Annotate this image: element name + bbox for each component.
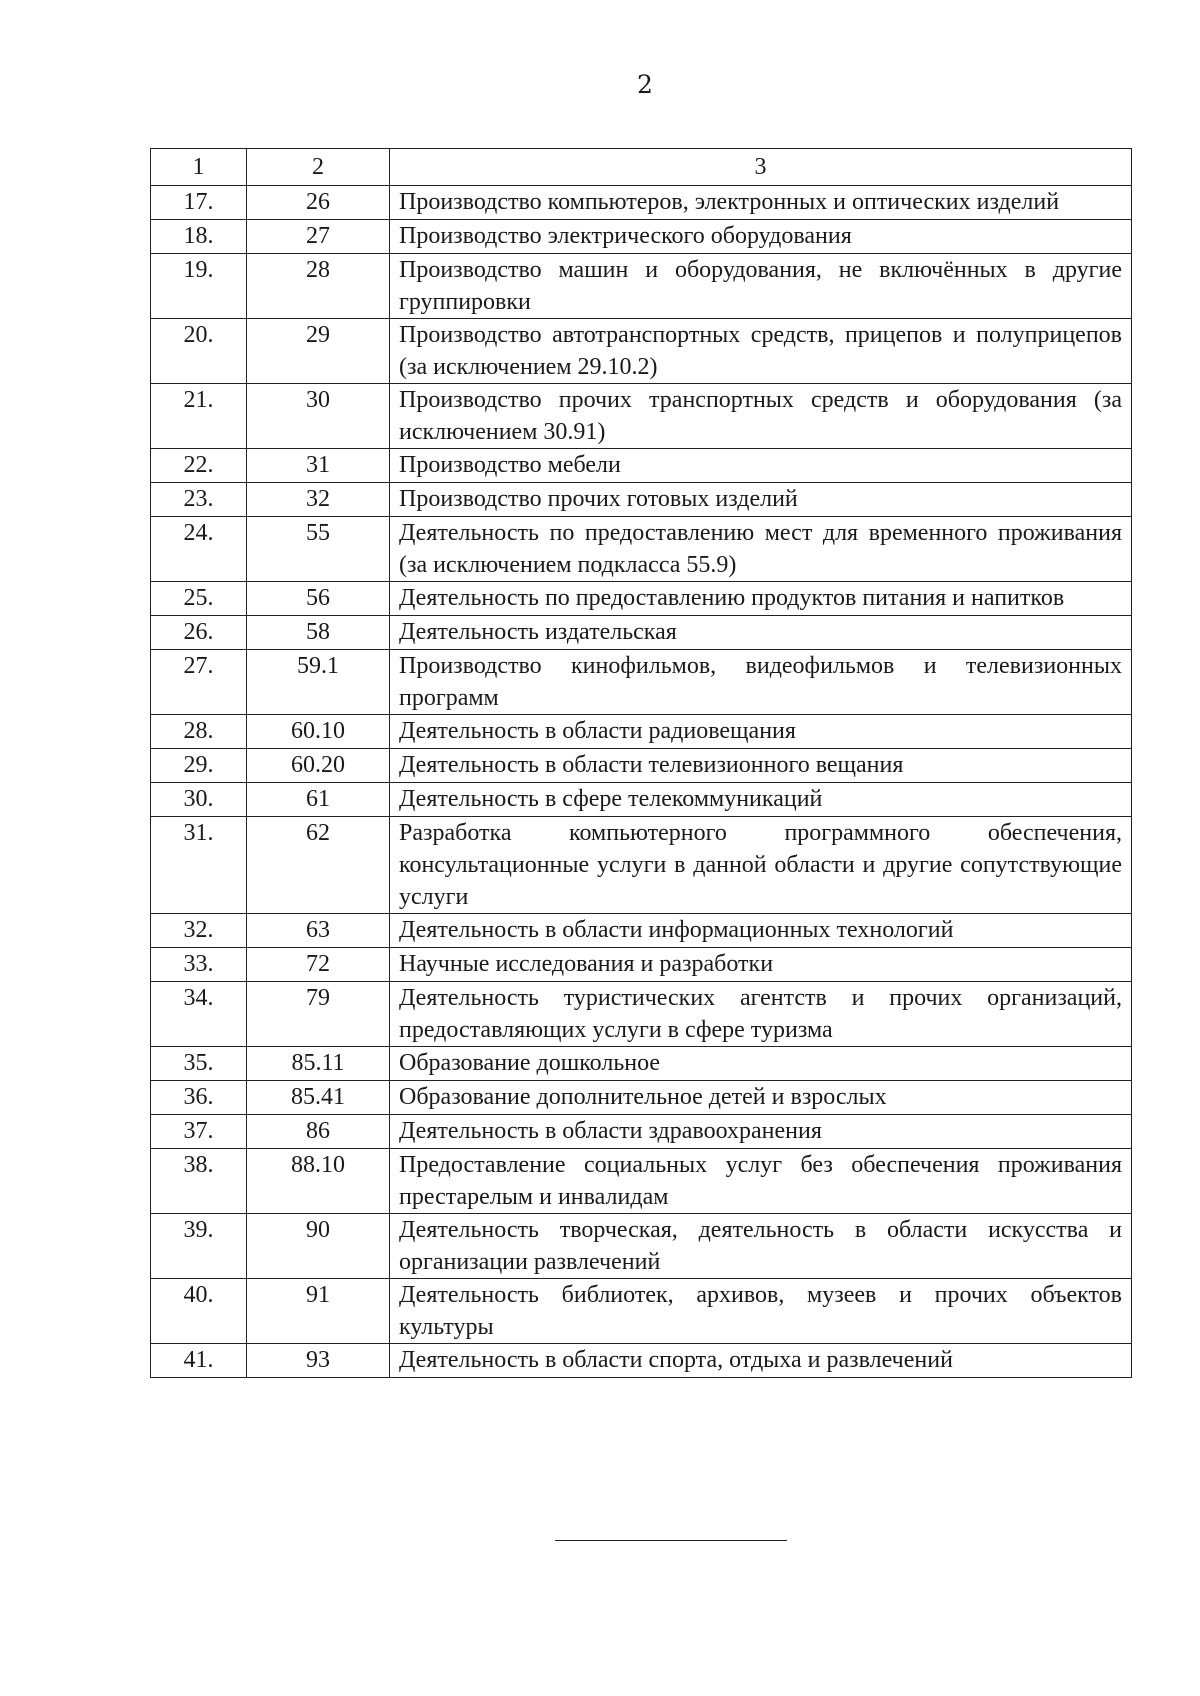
table-row	[151, 1279, 1132, 1344]
header-col-3: 3	[390, 149, 1132, 186]
row-name: Деятельность в области здравоохранения	[390, 1115, 1132, 1149]
table-row	[151, 817, 1132, 914]
row-code: 63	[247, 914, 390, 948]
row-code: 28	[247, 254, 390, 319]
page-number: 2	[637, 70, 653, 99]
row-number: 31.	[151, 817, 247, 914]
row-number: 21.	[151, 384, 247, 449]
row-code: 27	[247, 220, 390, 254]
table-header-row	[151, 149, 1132, 186]
row-code: 59.1	[247, 650, 390, 715]
table-row	[151, 1115, 1132, 1149]
row-number: 36.	[151, 1081, 247, 1115]
row-code: 29	[247, 319, 390, 384]
row-name: Образование дополнительное детей и взрослых	[390, 1081, 1132, 1115]
row-name: Деятельность творческая, деятельность в области искусства и организации развлечений	[390, 1214, 1132, 1279]
row-code: 31	[247, 449, 390, 483]
row-code: 56	[247, 582, 390, 616]
row-name: Производство компьютеров, электронных и оптических изделий	[390, 186, 1132, 220]
table-row	[151, 948, 1132, 982]
row-code: 85.41	[247, 1081, 390, 1115]
table-row	[151, 384, 1132, 449]
row-number: 39.	[151, 1214, 247, 1279]
row-number: 24.	[151, 517, 247, 582]
row-name: Деятельность туристических агентств и прочих организаций, предоставляющих услуги в сфере туризма	[390, 982, 1132, 1047]
table-row	[151, 982, 1132, 1047]
row-number: 38.	[151, 1149, 247, 1214]
table-row	[151, 1081, 1132, 1115]
row-code: 91	[247, 1279, 390, 1344]
row-name: Производство прочих транспортных средств и оборудования (за исключением 30.91)	[390, 384, 1132, 449]
row-name: Образование дошкольное	[390, 1047, 1132, 1081]
row-number: 22.	[151, 449, 247, 483]
table-row	[151, 517, 1132, 582]
row-code: 72	[247, 948, 390, 982]
row-name: Разработка компьютерного программного обеспечения, консультационные услуги в данной области и другие сопутствующие услуги	[390, 817, 1132, 914]
row-code: 58	[247, 616, 390, 650]
row-name: Производство мебели	[390, 449, 1132, 483]
row-code: 85.11	[247, 1047, 390, 1081]
row-number: 23.	[151, 483, 247, 517]
row-code: 93	[247, 1344, 390, 1378]
table-row	[151, 616, 1132, 650]
table-row	[151, 715, 1132, 749]
row-name: Научные исследования и разработки	[390, 948, 1132, 982]
table-row	[151, 220, 1132, 254]
row-name: Производство кинофильмов, видеофильмов и телевизионных программ	[390, 650, 1132, 715]
row-number: 27.	[151, 650, 247, 715]
row-name: Производство прочих готовых изделий	[390, 483, 1132, 517]
row-name: Деятельность в сфере телекоммуникаций	[390, 783, 1132, 817]
row-code: 90	[247, 1214, 390, 1279]
row-name: Деятельность библиотек, архивов, музеев и прочих объектов культуры	[390, 1279, 1132, 1344]
table-row	[151, 254, 1132, 319]
table-row	[151, 582, 1132, 616]
row-number: 37.	[151, 1115, 247, 1149]
row-name: Деятельность по предоставлению продуктов питания и напитков	[390, 582, 1132, 616]
row-code: 55	[247, 517, 390, 582]
row-number: 33.	[151, 948, 247, 982]
row-number: 29.	[151, 749, 247, 783]
row-code: 30	[247, 384, 390, 449]
table-row	[151, 650, 1132, 715]
row-number: 35.	[151, 1047, 247, 1081]
table-row	[151, 1047, 1132, 1081]
table-row	[151, 914, 1132, 948]
header-col-1: 1	[151, 149, 247, 186]
row-code: 32	[247, 483, 390, 517]
row-number: 32.	[151, 914, 247, 948]
activity-codes-table	[150, 148, 1132, 1378]
row-code: 88.10	[247, 1149, 390, 1214]
row-number: 34.	[151, 982, 247, 1047]
table-row	[151, 1344, 1132, 1378]
row-number: 40.	[151, 1279, 247, 1344]
row-code: 79	[247, 982, 390, 1047]
row-name: Производство машин и оборудования, не включённых в другие группировки	[390, 254, 1132, 319]
table-row	[151, 449, 1132, 483]
row-number: 20.	[151, 319, 247, 384]
row-number: 28.	[151, 715, 247, 749]
row-name: Производство автотранспортных средств, прицепов и полуприцепов (за исключением 29.10.2)	[390, 319, 1132, 384]
row-code: 60.10	[247, 715, 390, 749]
row-number: 30.	[151, 783, 247, 817]
row-name: Деятельность в области информационных технологий	[390, 914, 1132, 948]
row-code: 61	[247, 783, 390, 817]
row-name: Деятельность в области радиовещания	[390, 715, 1132, 749]
row-name: Деятельность в области телевизионного вещания	[390, 749, 1132, 783]
row-number: 19.	[151, 254, 247, 319]
table-row	[151, 1149, 1132, 1214]
table-body	[151, 186, 1132, 1378]
header-col-2: 2	[247, 149, 390, 186]
table-row	[151, 186, 1132, 220]
table-row	[151, 319, 1132, 384]
row-code: 86	[247, 1115, 390, 1149]
row-name: Деятельность издательская	[390, 616, 1132, 650]
row-name: Производство электрического оборудования	[390, 220, 1132, 254]
row-number: 41.	[151, 1344, 247, 1378]
row-number: 26.	[151, 616, 247, 650]
row-name: Предоставление социальных услуг без обеспечения проживания престарелым и инвалидам	[390, 1149, 1132, 1214]
row-code: 26	[247, 186, 390, 220]
row-name: Деятельность в области спорта, отдыха и развлечений	[390, 1344, 1132, 1378]
row-code: 62	[247, 817, 390, 914]
row-number: 25.	[151, 582, 247, 616]
row-name: Деятельность по предоставлению мест для временного проживания (за исключением подкласса 55.9)	[390, 517, 1132, 582]
table-row	[151, 749, 1132, 783]
end-rule	[555, 1540, 787, 1541]
table-row	[151, 783, 1132, 817]
table-row	[151, 483, 1132, 517]
row-number: 18.	[151, 220, 247, 254]
row-number: 17.	[151, 186, 247, 220]
row-code: 60.20	[247, 749, 390, 783]
table-row	[151, 1214, 1132, 1279]
